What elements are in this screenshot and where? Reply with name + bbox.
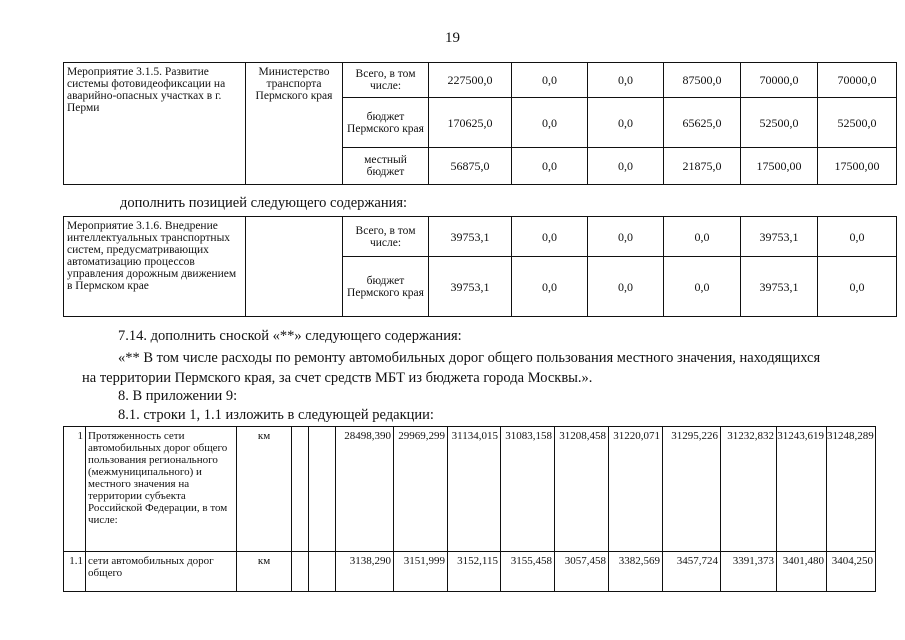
- funding-kind: бюджет Пермского края: [343, 98, 429, 148]
- measure-name: Мероприятие 3.1.5. Развитие системы фотовидеофиксации на аварийно-опасных участках в г. Перми: [64, 63, 246, 185]
- value-cell: 70000,0: [818, 63, 897, 98]
- paragraph-footnote-intro: 7.14. дополнить сноской «**» следующего содержания:: [118, 328, 462, 344]
- empty-cell: [292, 552, 309, 592]
- funding-kind: Всего, в том числе:: [343, 63, 429, 98]
- value-cell: 31243,619: [777, 427, 827, 552]
- value-cell: 3401,480: [777, 552, 827, 592]
- value-cell: 31220,071: [609, 427, 663, 552]
- value-cell: 17500,00: [818, 148, 897, 185]
- value-cell: 31208,458: [555, 427, 609, 552]
- value-cell: 227500,0: [429, 63, 512, 98]
- value-cell: 3155,458: [501, 552, 555, 592]
- responsible-org: [246, 217, 343, 317]
- row-index: 1.1: [64, 552, 86, 592]
- paragraph-footnote-line1: «** В том числе расходы по ремонту автомобильных дорог общего пользования местного значения, находящихся: [118, 350, 821, 366]
- value-cell: 3151,999: [394, 552, 448, 592]
- value-cell: 0,0: [588, 63, 664, 98]
- value-cell: 170625,0: [429, 98, 512, 148]
- value-cell: 3152,115: [448, 552, 501, 592]
- table-measure-3-1-6: [63, 216, 897, 317]
- row-description: Протяженность сети автомобильных дорог общего пользования регионального (межмуниципального) и местного значения на территории субъекта Российской Федерации, в том числе:: [86, 427, 237, 552]
- value-cell: 65625,0: [664, 98, 741, 148]
- funding-kind: местный бюджет: [343, 148, 429, 185]
- value-cell: 3404,250: [827, 552, 876, 592]
- value-cell: 31083,158: [501, 427, 555, 552]
- paragraph-add-position: дополнить позицией следующего содержания:: [120, 195, 408, 211]
- value-cell: 87500,0: [664, 63, 741, 98]
- value-cell: 0,0: [664, 217, 741, 257]
- value-cell: 3138,290: [336, 552, 394, 592]
- value-cell: 0,0: [664, 257, 741, 317]
- value-cell: 52500,0: [741, 98, 818, 148]
- paragraph-footnote-line2: на территории Пермского края, за счет средств МБТ из бюджета города Москвы.».: [82, 370, 593, 386]
- value-cell: 52500,0: [818, 98, 897, 148]
- row-unit: км: [237, 427, 292, 552]
- value-cell: 3382,569: [609, 552, 663, 592]
- page-number: 19: [445, 30, 460, 46]
- measure-name: Мероприятие 3.1.6. Внедрение интеллектуальных транспортных систем, предусматривающих автоматизацию процессов управления дорожным движением в Пермском крае: [64, 217, 246, 317]
- responsible-org: Министерство транспорта Пермского края: [246, 63, 343, 185]
- value-cell: 31295,226: [663, 427, 721, 552]
- empty-cell: [309, 427, 336, 552]
- value-cell: 56875,0: [429, 148, 512, 185]
- value-cell: 3457,724: [663, 552, 721, 592]
- value-cell: 3057,458: [555, 552, 609, 592]
- value-cell: 0,0: [512, 148, 588, 185]
- value-cell: 21875,0: [664, 148, 741, 185]
- value-cell: 0,0: [818, 257, 897, 317]
- value-cell: 39753,1: [741, 257, 818, 317]
- row-unit: км: [237, 552, 292, 592]
- value-cell: 3391,373: [721, 552, 777, 592]
- value-cell: 39753,1: [741, 217, 818, 257]
- value-cell: 0,0: [588, 98, 664, 148]
- funding-kind: бюджет Пермского края: [343, 257, 429, 317]
- value-cell: 0,0: [818, 217, 897, 257]
- value-cell: 0,0: [588, 148, 664, 185]
- value-cell: 17500,00: [741, 148, 818, 185]
- value-cell: 39753,1: [429, 257, 512, 317]
- funding-kind: Всего, в том числе:: [343, 217, 429, 257]
- value-cell: 29969,299: [394, 427, 448, 552]
- paragraph-rows-edit: 8.1. строки 1, 1.1 изложить в следующей редакции:: [118, 407, 434, 423]
- value-cell: 0,0: [512, 217, 588, 257]
- value-cell: 31248,289: [827, 427, 876, 552]
- value-cell: 28498,390: [336, 427, 394, 552]
- empty-cell: [309, 552, 336, 592]
- value-cell: 0,0: [588, 257, 664, 317]
- empty-cell: [292, 427, 309, 552]
- value-cell: 70000,0: [741, 63, 818, 98]
- row-index: 1: [64, 427, 86, 552]
- table-road-network-length: [63, 426, 876, 592]
- value-cell: 0,0: [512, 98, 588, 148]
- value-cell: 0,0: [512, 257, 588, 317]
- paragraph-appendix-9: 8. В приложении 9:: [118, 388, 238, 404]
- value-cell: 31232,832: [721, 427, 777, 552]
- value-cell: 0,0: [512, 63, 588, 98]
- table-measure-3-1-5: [63, 62, 897, 185]
- value-cell: 39753,1: [429, 217, 512, 257]
- row-description: сети автомобильных дорог общего: [86, 552, 237, 592]
- value-cell: 0,0: [588, 217, 664, 257]
- value-cell: 31134,015: [448, 427, 501, 552]
